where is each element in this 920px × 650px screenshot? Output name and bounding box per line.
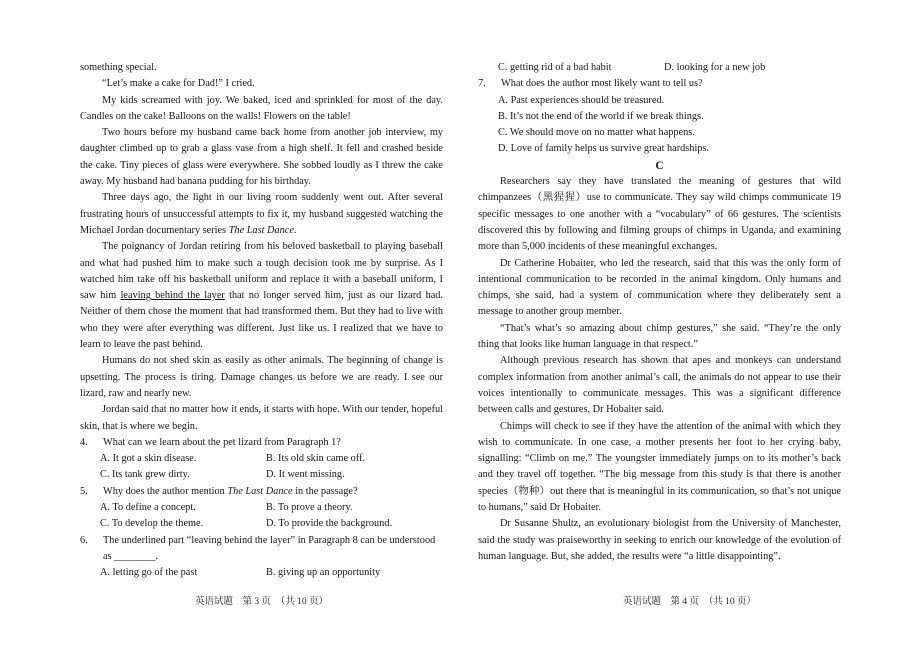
passage-paragraph: Dr Susanne Shultz, an evolutionary biologist from the University of Manchester, said the study was praiseworthy in seeking to enrich our knowledge of the evolution of human language. But, she added, the results were “a little disappointing”.	[478, 518, 841, 562]
left-column	[80, 60, 443, 582]
question-text: The underlined part “leaving behind the layer” in Paragraph 8 can be understood as ________.	[103, 534, 436, 562]
question-text: What can we learn about the pet lizard from Paragraph 1?	[103, 436, 341, 448]
question-text	[103, 484, 443, 500]
right-column	[478, 60, 841, 565]
question-number: 5.	[80, 485, 88, 497]
passage-paragraph: Chimps will check to see if they have the attention of the animal with which they wish to communicate. In one case, a mother presents her foot to her crying baby, signalling: “Climb on me.” The youngster immediately jumps on to its mother’s back and they travel off together. “The big message from this study is that there is another species（物种）out there that is meaningful in its communication, so that’s not unique to humans,” said Dr Hobaiter.	[478, 420, 841, 514]
option-c: C. Its tank grew dirty.	[100, 469, 190, 481]
passage-paragraph: Although previous research has shown that apes and monkeys can understand complex information from another animal’s call, the animals do not appear to use their voices intentionally to communicate messages. This was a significant difference between calls and gestures, Dr Hobaiter said.	[478, 355, 841, 416]
option-b: B. giving up an opportunity	[266, 567, 381, 579]
option-b: B. Its old skin came off.	[266, 453, 366, 465]
passage-paragraph	[80, 190, 443, 239]
option-b: B. To prove a theory.	[266, 502, 353, 514]
question-text-part: in the passage?	[292, 485, 358, 497]
passage-paragraph: “That’s what’s so amazing about chimp gestures,” she said. “They’re the only thing that looks like human language in that respect.”	[478, 322, 841, 351]
option-row	[80, 500, 443, 516]
passage-paragraph: Humans do not shed skin as easily as other animals. The beginning of change is upsetting. The process is tiring. Damage changes us before we are ready. I see our lizard, raw and nearly new.	[80, 355, 443, 399]
option-c: C. getting rid of a bad habit	[498, 62, 612, 73]
page-footer-right: 英语试题 第 4 页 （共 10 页）	[622, 597, 756, 607]
option-a: A. To define a concept.	[100, 502, 196, 514]
question-stem	[478, 76, 841, 92]
passage-paragraph	[80, 239, 443, 353]
option-c: C. To develop the theme.	[100, 518, 204, 530]
option-row	[80, 467, 443, 483]
passage-paragraph: Researchers say they have translated the meaning of gestures that wild chimpanzees（黑猩猩）use to communicate. They say wild chimps communicate 19 specific messages to one another with a “vocabulary” of 66 gestures. The scientists discovered this by following and filming groups of chimps in Uganda, and examining more than 5,000 incidents of these meaningful exchanges.	[478, 176, 841, 253]
question-7	[478, 76, 841, 157]
question-stem	[80, 484, 443, 500]
option-d: D. To provide the background.	[266, 518, 393, 530]
option-c: C. We should move on no matter what happens.	[498, 127, 695, 139]
question-stem	[80, 435, 443, 451]
question-text: What does the author most likely want to tell us?	[501, 78, 703, 90]
underlined-phrase: leaving behind the layer	[120, 290, 225, 302]
option-row	[80, 516, 443, 532]
question-5	[80, 484, 443, 533]
paragraph-text: that no longer served him, just as our lizard had. Neither of them chose the moment that had transformed them. But they had to live with who they were after everything was different. Just like us. I realized that we have to learn to leave the past behind.	[80, 290, 444, 351]
option-a: A. letting go of the past	[100, 567, 198, 579]
section-c-heading: C	[655, 159, 664, 172]
page-footer-left: 英语试题 第 3 页 （共 10 页）	[194, 597, 328, 607]
italic-title: The Last Dance	[227, 485, 293, 497]
paragraph-text: .	[293, 224, 297, 236]
paragraph-text: The poignancy of Jordan retiring from his beloved basketball to playing baseball and what had pushed him to make such a tough decision took me by surprise. As I watched him take off his basketball uniform and replace it with a baseball uniform, I saw him	[80, 241, 443, 302]
question-text-part: Why does the author mention	[103, 485, 228, 497]
passage-paragraph: Dr Catherine Hobaiter, who led the research, said that this was the only form of intentional communication to be recorded in the animal kingdom. Only humans and chimps, she said, had a system of communication where they deliberately sent a message to another group member.	[478, 257, 841, 318]
question-6	[80, 533, 443, 582]
option-a: A. Past experiences should be treasured.	[498, 94, 665, 106]
option-d: D. looking for a new job	[664, 62, 766, 73]
question-number: 6.	[80, 534, 88, 546]
question-4	[80, 435, 443, 484]
passage-paragraph: My kids screamed with joy. We baked, iced and sprinkled for most of the day. Candles on the cake! Balloons on the walls! Flowers on the table!	[80, 94, 443, 122]
option-d: D. Love of family helps us survive great hardships.	[498, 143, 710, 155]
paragraph-text: Three days ago, the light in our living room suddenly went out. After several frustrating hours of unsuccessful attempts to fix it, my husband suggested watching the Michael Jordan documentary series	[80, 192, 443, 236]
passage-paragraph: Two hours before my husband came back home from another job interview, my daughter climbed up to grab a glass vase from a high shelf. It fell and crashed beside the cake. Tiny pieces of glass were everywhere. She sobbed loudly as I threw the cake away. My husband had banana pudding for his birthday.	[80, 127, 443, 188]
passage-paragraph-continuation: something special.	[80, 62, 157, 73]
option-row	[478, 60, 841, 76]
option-row	[80, 565, 443, 581]
question-number: 4.	[80, 436, 88, 448]
option-a: A. It got a skin disease.	[100, 453, 197, 465]
passage-paragraph: Jordan said that no matter how it ends, it starts with hope. With our tender, hopeful skin, that is where we begin.	[80, 404, 444, 432]
passage-paragraph: “Let’s make a cake for Dad!” I cried.	[102, 78, 255, 90]
option-row	[80, 451, 443, 467]
italic-title: The Last Dance	[228, 224, 294, 236]
question-number: 7.	[478, 78, 486, 90]
option-b: B. It’s not the end of the world if we break things.	[498, 110, 704, 122]
question-stem	[80, 533, 443, 566]
option-d: D. It went missing.	[266, 469, 345, 481]
